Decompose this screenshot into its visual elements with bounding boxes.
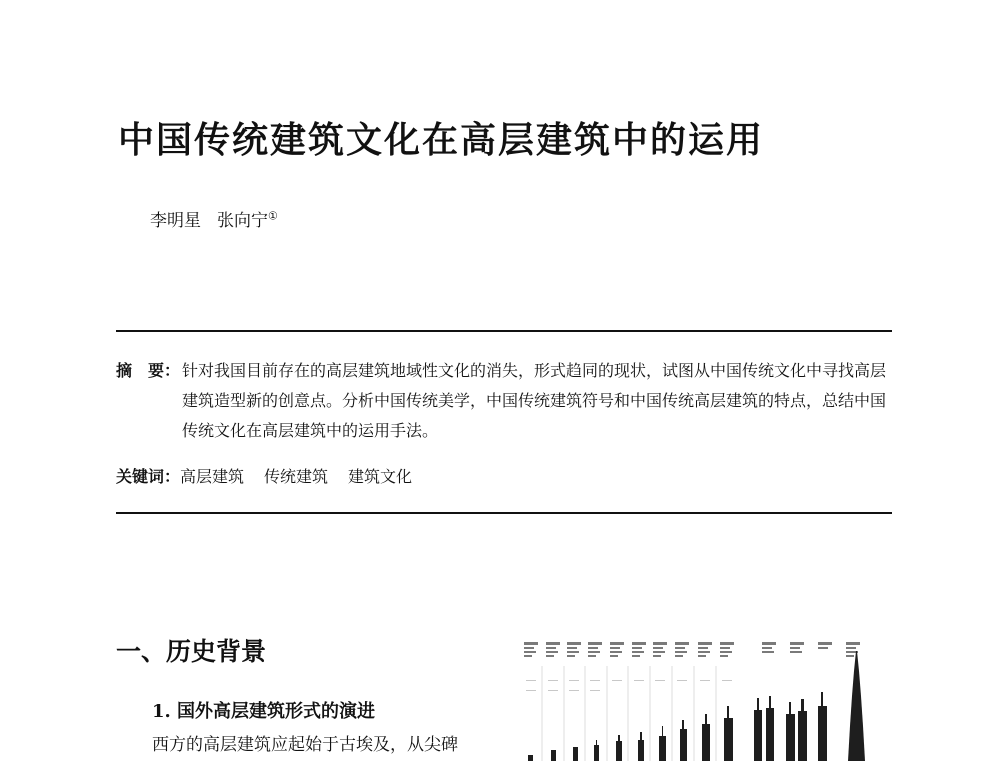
keyword: 高层建筑	[180, 467, 245, 486]
abstract-label: 摘 要：	[116, 361, 181, 380]
subsection-heading: 1. 国外高层建筑形式的演进	[152, 701, 376, 722]
building-silhouettes	[528, 651, 865, 761]
author-name: 张向宁	[217, 211, 268, 231]
keywords-label: 关键词：	[116, 467, 181, 486]
keyword: 传统建筑	[264, 467, 329, 486]
author-name: 李明星	[150, 211, 201, 231]
skyscraper-figure-svg	[518, 636, 890, 761]
figure-column-labels	[524, 642, 860, 657]
keywords-block	[116, 464, 432, 487]
skyscraper-comparison-figure	[518, 636, 890, 761]
author-line	[150, 206, 278, 231]
bottom-divider	[116, 512, 892, 514]
abstract-text: 针对我国目前存在的高层建筑地域性文化的消失，形式趋同的现状，试图从中国传统文化中寻找高层建筑造型新的创意点。分析中国传统美学，中国传统建筑符号和中国传统高层建筑的特点，总结中国传统文化在高层建筑中的运用手法。	[182, 361, 887, 440]
section-heading: 一、历史背景	[116, 637, 267, 666]
top-divider	[116, 330, 892, 332]
abstract-block	[116, 356, 896, 446]
footnote-mark: ①	[268, 209, 278, 223]
body-paragraph: 西方的高层建筑应起始于古埃及，从尖碑	[152, 735, 458, 755]
paper-title: 中国传统建筑文化在高层建筑中的运用	[118, 120, 765, 161]
keyword: 建筑文化	[348, 467, 413, 486]
